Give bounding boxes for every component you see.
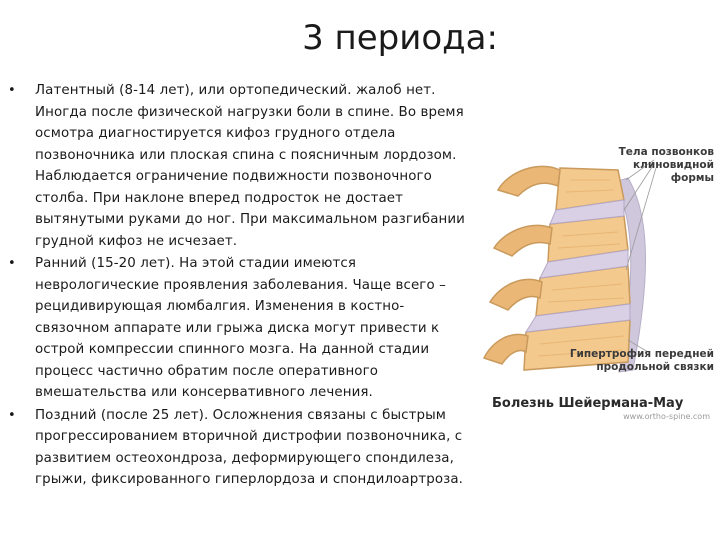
process-1 <box>498 166 560 196</box>
list-item <box>8 405 468 491</box>
process-3 <box>490 279 542 310</box>
label-wedge-vertebrae: Тела позвонков клиновидной формы <box>618 146 714 184</box>
process-2 <box>494 225 552 256</box>
bullet-marker: • <box>8 256 16 271</box>
label-ligament-hypertrophy: Гипертрофия передней продольной связки <box>569 348 714 373</box>
bullet-text-early: Ранний (15-20 лет). На этой стадии имеются неврологические проявления заболевания. Чаще всего – рецидивирующая люмбалгия. Изменения в костно-связочном аппарате или грыжа диска могут привести к острой компрессии спинного мозга. На данной стадии процесс частично обратим после оперативного вмешательства или консервативного лечения. <box>35 256 446 400</box>
bullet-marker: • <box>8 83 16 98</box>
bullet-text-late: Поздний (после 25 лет). Осложнения связаны с быстрым прогрессированием вторичной дистрофии позвоночника, с развитием остеохондроза, деформирующего спондилеза, грыжи, фиксированного гиперлордоза и спондилоартроза. <box>35 407 464 487</box>
slide-title: 3 периода: <box>302 18 498 58</box>
bullet-text-latent: Латентный (8-14 лет), или ортопедический. жалоб нет. Иногда после физической нагрузки боли в спине. Во время осмотра диагностируется кифоз грудного отдела позвоночника или плоская спина с поясничным лордозом. Наблюдается ограничение подвижности позвоночного столба. При наклоне вперед подросток не достает вытянутыми руками до ног. При максимальном разгибании грудной кифоз не исчезает. <box>35 83 465 249</box>
list-item <box>8 253 468 404</box>
bullet-marker: • <box>8 407 16 423</box>
bullet-list <box>8 80 468 492</box>
process-4 <box>484 334 528 364</box>
watermark: www.ortho-spine.com <box>623 412 710 421</box>
list-item <box>8 80 468 252</box>
figure-caption: Болезнь Шейермана-Мау <box>492 396 684 411</box>
spine-illustration <box>478 140 720 430</box>
